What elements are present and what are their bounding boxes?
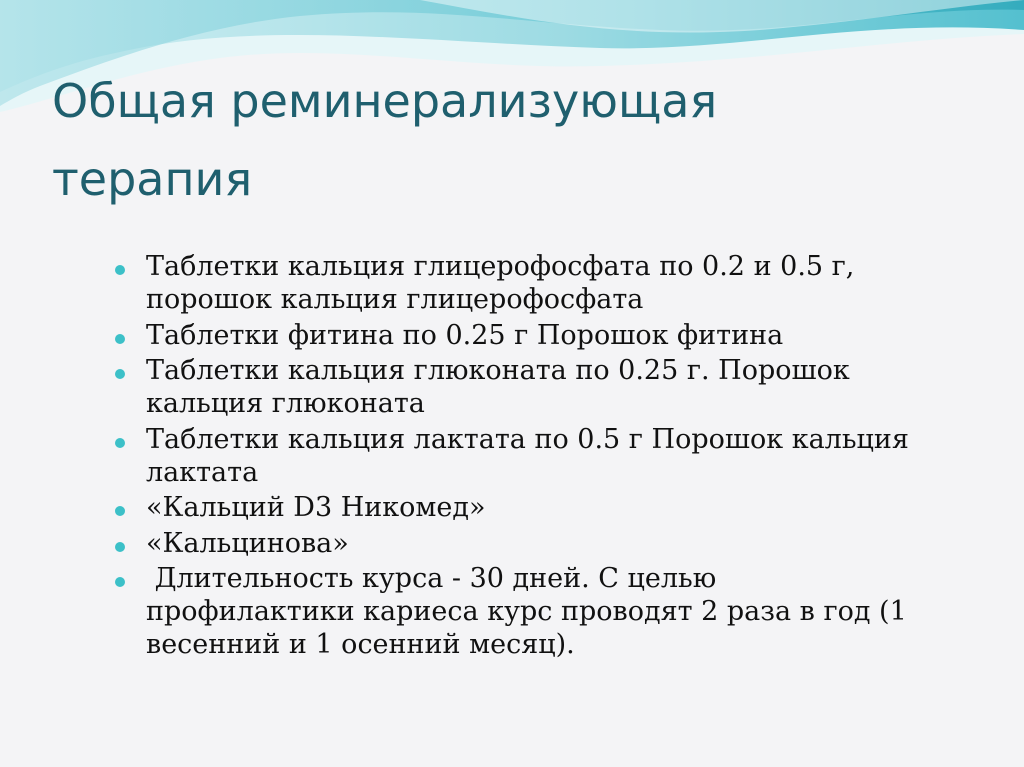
bullet-text-line: Таблетки кальция глюконата по 0.25 г. Порошок: [146, 355, 850, 386]
bullet-text-line: Таблетки фитина по 0.25 г Порошок фитина: [146, 319, 784, 351]
bullet-dot-icon: [115, 369, 125, 379]
bullet-dot-icon: [115, 265, 125, 275]
list-item: [112, 423, 992, 489]
bullet-dot-icon: [115, 542, 125, 552]
bullet-text-line: весенний и 1 осенний месяц).: [146, 629, 575, 660]
bullet-text-line: лактата: [146, 456, 259, 488]
bullet-text-line: кальция глюконата: [146, 388, 425, 419]
list-item: [112, 250, 992, 316]
bullet-dot-icon: [115, 577, 125, 587]
bullet-text-line: «Кальцинова»: [146, 527, 349, 559]
list-item: [112, 319, 992, 352]
bullet-text-line: профилактики кариеса курс проводят 2 раза в год (1: [146, 596, 907, 627]
list-item: [112, 527, 992, 560]
bullet-dot-icon: [115, 334, 125, 344]
bullet-text-line: «Кальций D3 Никомед»: [146, 492, 486, 523]
title-line-1: Общая реминерализующая: [52, 74, 718, 128]
bullet-dot-icon: [115, 506, 125, 516]
bullet-text-line: Таблетки кальция лактата по 0.5 г Порошок кальция: [146, 423, 909, 455]
bullet-text-line: Таблетки кальция глицерофосфата по 0.2 и 0.5 г,: [146, 251, 855, 282]
bullet-text-line: Длительность курса - 30 дней. С целью: [146, 563, 717, 594]
list-item: [112, 354, 992, 420]
list-item: [112, 491, 992, 524]
list-item: [112, 562, 992, 661]
bullet-text-line: порошок кальция глицерофосфата: [146, 284, 644, 315]
bullet-list: [112, 250, 992, 664]
title-line-2: терапия: [52, 152, 253, 206]
slide-title: [52, 62, 952, 218]
bullet-dot-icon: [115, 438, 125, 448]
